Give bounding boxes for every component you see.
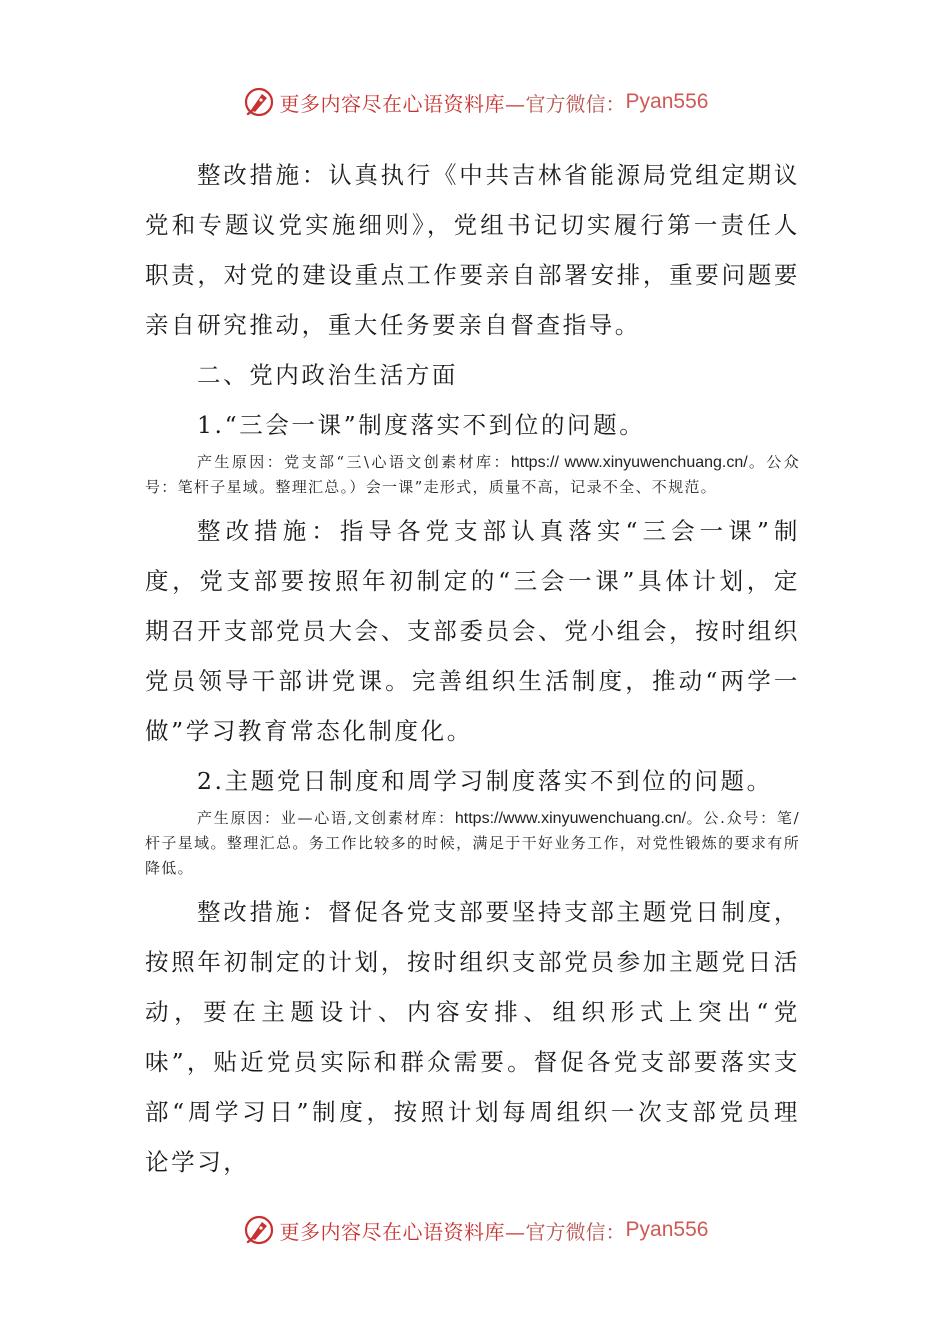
header-banner bbox=[0, 82, 950, 122]
banner-wechat-id: Pyan556 bbox=[625, 90, 709, 113]
cause-note-2 bbox=[145, 806, 800, 881]
cause-note-1-text-a: 产生原因：党支部“三\心语文创素材库： bbox=[197, 453, 511, 471]
banner-wechat-id: Pyan556 bbox=[625, 1218, 709, 1241]
paragraph-measures-2: 整改措施：指导各党支部认真落实“三会一课”制度，党支部要按照年初制定的“三会一课”具体计划，定期召开支部党员大会、支部委员会、党小组会，按时组织党员领导干部讲党课。完善组织生活制度，推动“两学一做”学习教育常态化制度化。 bbox=[145, 517, 800, 745]
cause-note-2-text-b: 。公.众号：笔/杆子星域。整理汇总。务工作比较多的时候，满足于干好业务工作，对党性锻炼的要求有所降低。 bbox=[145, 809, 800, 877]
banner-text: 更多内容尽在心语资料库— bbox=[279, 1219, 526, 1244]
section-heading-party-life: 二、党内政治生活方面 bbox=[197, 361, 458, 389]
banner-wechat-label: 官方微信： bbox=[525, 1219, 626, 1244]
cause-note-2-url: https://www.xinyuwenchuang.cn/ bbox=[454, 810, 687, 827]
paragraph-measures-3: 整改措施：督促各党支部要坚持支部主题党日制度，按照年初制定的计划，按时组织支部党员参加主题党日活动，要在主题设计、内容安排、组织形式上突出“党味”，贴近党员实际和群众需要。督促各党支部要落实支部“周学习日”制度，按照计划每周组织一次支部党员理论学习， bbox=[145, 898, 800, 1176]
cause-note-1-text-b: 。公众号：笔杆子星域。整理汇总。）会一课”走形式，质量不高，记录不全、不规范。 bbox=[145, 453, 800, 496]
paragraph-measures-1: 整改措施：认真执行《中共吉林省能源局党组定期议党和专题议党实施细则》，党组书记切实履行第一责任人职责，对党的建设重点工作要亲自部署安排，重要问题要亲自研究推动，重大任务要亲自督查指导。 bbox=[145, 161, 800, 339]
footer-banner bbox=[0, 1210, 950, 1250]
banner-text: 更多内容尽在心语资料库— bbox=[279, 91, 526, 116]
cause-note-1 bbox=[145, 450, 800, 500]
document-body bbox=[145, 150, 800, 1187]
banner-wechat-label: 官方微信： bbox=[525, 91, 626, 116]
cause-note-1-url: https:// www.xinyuwenchuang.cn/ bbox=[510, 454, 748, 471]
pen-nib-logo-icon bbox=[242, 85, 276, 119]
issue-heading-1: 1.“三会一课”制度落实不到位的问题。 bbox=[197, 411, 646, 439]
pen-nib-logo-icon bbox=[242, 1213, 276, 1247]
cause-note-2-text-a: 产生原因：业—心语,文创素材库： bbox=[197, 809, 455, 827]
issue-heading-2: 2.主题党日制度和周学习制度落实不到位的问题。 bbox=[197, 767, 773, 795]
